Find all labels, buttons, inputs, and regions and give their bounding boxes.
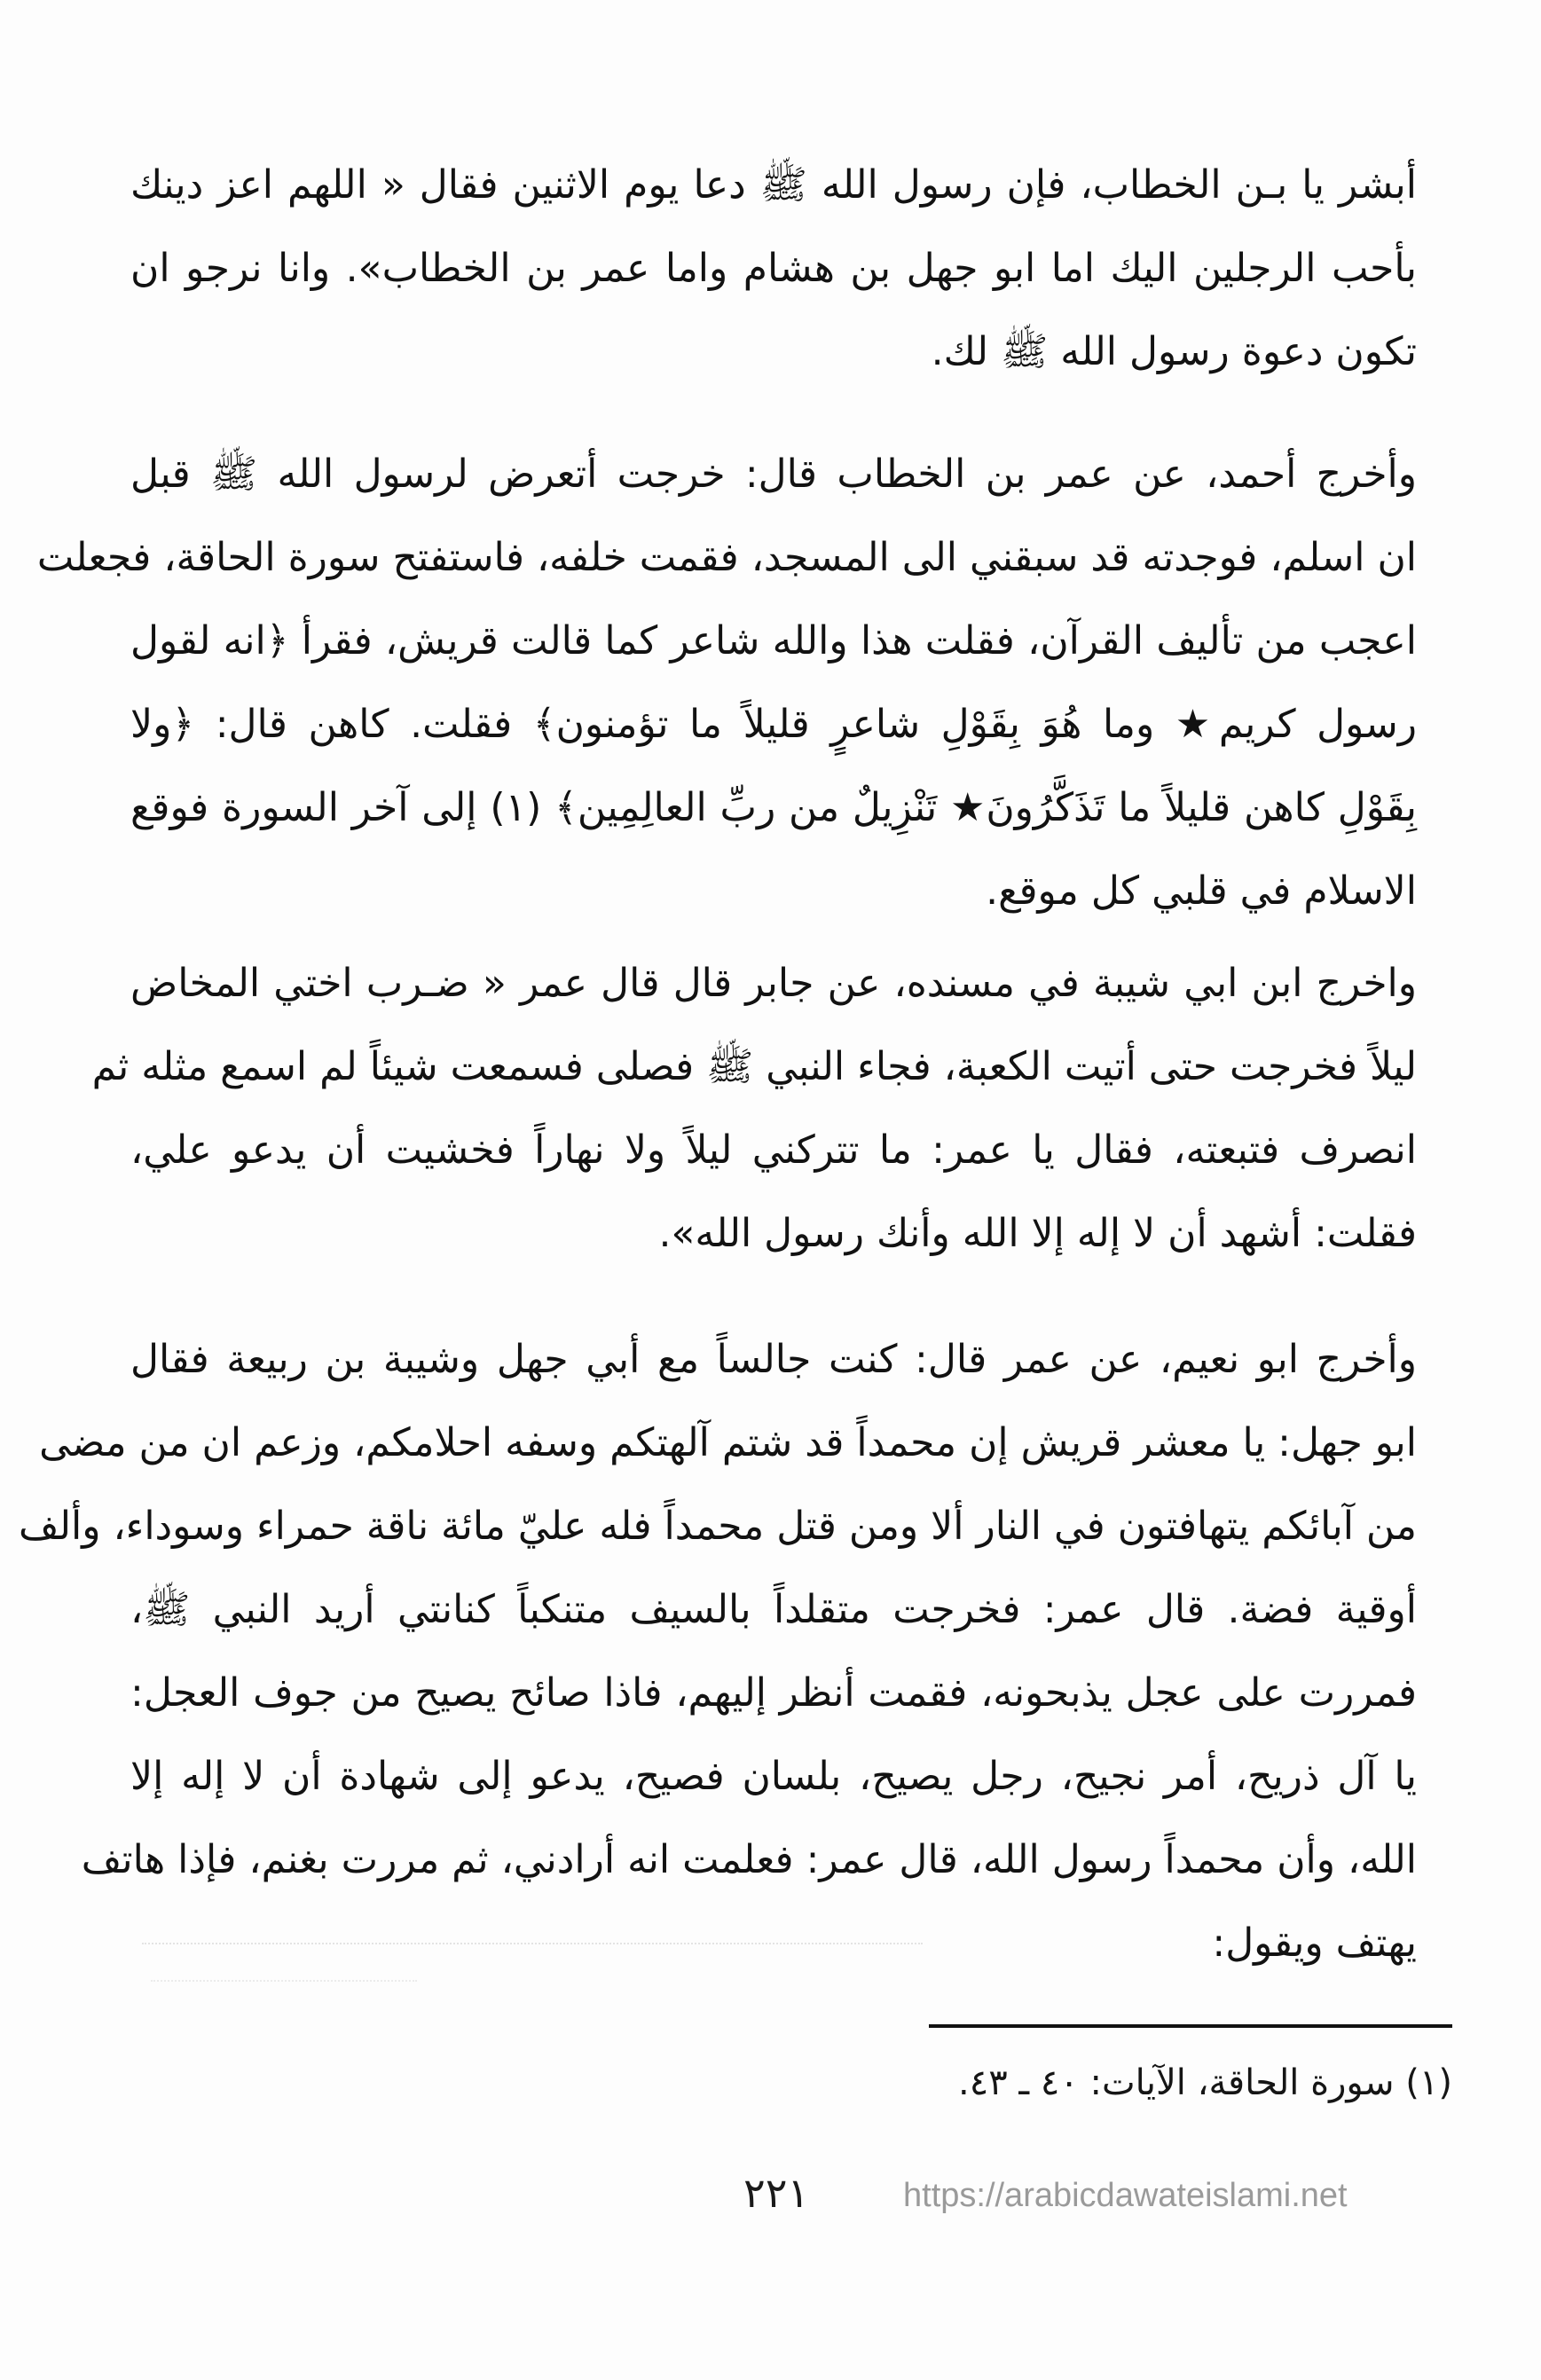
scan-artifact bbox=[142, 1943, 923, 1948]
watermark-url[interactable]: https://arabicdawateislami.net bbox=[903, 2177, 1348, 2214]
text-line: أبشر يا بـن الخطاب، فإن رسول الله ﷺ دعا يوم الاثنين فقال « اللهم اعز دينك bbox=[130, 162, 1417, 208]
page-number: ٢٢١ bbox=[743, 2169, 810, 2217]
scan-artifact bbox=[151, 1980, 417, 1985]
paragraph-2 bbox=[36, 433, 1417, 933]
paragraph-4 bbox=[19, 1318, 1417, 1985]
text-line: اعجب من تأليف القرآن، فقلت هذا والله شاعر كما قالت قريش، فقرأ ﴿انه لقول bbox=[130, 618, 1417, 664]
text-line: الله، وأن محمداً رسول الله، قال عمر: فعلمت انه أرادني، ثم مررت بغنم، فإذا هاتف bbox=[81, 1837, 1417, 1882]
paragraph-3 bbox=[91, 942, 1417, 1276]
text-line: ليلاً فخرجت حتى أتيت الكعبة، فجاء النبي ﷺ فصلى فسمعت شيئاً لم اسمع مثله ثم bbox=[91, 1044, 1417, 1089]
text-line: فقلت: أشهد أن لا إله إلا الله وأنك رسول الله». bbox=[658, 1211, 1417, 1256]
text-line: بِقَوْلِ كاهن قليلاً ما تَذَكَّرُونَ★ تَنْزِيلٌ من ربِّ العالِمِين﴾ (١) إلى آخر السورة فوقع bbox=[130, 785, 1417, 830]
footnote-divider bbox=[929, 2024, 1452, 2028]
text-line: ان اسلم، فوجدته قد سبقني الى المسجد، فقمت خلفه، فاستفتح سورة الحاقة، فجعلت bbox=[36, 535, 1417, 580]
text-line: أوقية فضة. قال عمر: فخرجت متقلداً بالسيف متنكباً كنانتي أريد النبي ﷺ، bbox=[130, 1587, 1417, 1632]
text-line: وأخرج ابو نعيم، عن عمر قال: كنت جالساً مع أبي جهل وشيبة بن ربيعة فقال bbox=[130, 1337, 1417, 1382]
text-line: رسول كريم★ وما هُوَ بِقَوْلِ شاعرٍ قليلاً ما تؤمنون﴾ فقلت. كاهن قال: ﴿ولا bbox=[130, 702, 1417, 747]
text-line: يا آل ذريح، أمر نجيح، رجل يصيح، بلسان فصيح، يدعو إلى شهادة أن لا إله إلا bbox=[130, 1754, 1417, 1799]
text-line: من آبائكم يتهافتون في النار ألا ومن قتل محمداً فله عليّ مائة ناقة حمراء وسوداء، وألف bbox=[19, 1504, 1417, 1549]
paragraph-1 bbox=[130, 144, 1417, 394]
text-line: الاسلام في قلبي كل موقع. bbox=[986, 868, 1417, 914]
text-line: بأحب الرجلين اليك اما ابو جهل بن هشام واما عمر بن الخطاب». وانا نرجو ان bbox=[130, 246, 1417, 291]
text-line: ابو جهل: يا معشر قريش إن محمداً قد شتم آلهتكم وسفه احلامكم، وزعم ان من مضى bbox=[39, 1420, 1417, 1465]
text-line: فمررت على عجل يذبحونه، فقمت أنظر إليهم، فاذا صائح يصيح من جوف العجل: bbox=[130, 1670, 1417, 1716]
text-line: انصرف فتبعته، فقال يا عمر: ما تتركني ليلاً ولا نهاراً فخشيت أن يدعو علي، bbox=[130, 1127, 1417, 1173]
text-line: تكون دعوة رسول الله ﷺ لك. bbox=[931, 329, 1417, 374]
footnote: (١) سورة الحاقة، الآيات: ٤٠ ـ ٤٣. bbox=[958, 2062, 1452, 2103]
text-line: يهتف ويقول: bbox=[1212, 1920, 1417, 1966]
text-line: واخرج ابن ابي شيبة في مسنده، عن جابر قال قال عمر « ضـرب اختي المخاض bbox=[130, 961, 1417, 1006]
text-line: وأخرج أحمد، عن عمر بن الخطاب قال: خرجت أتعرض لرسول الله ﷺ قبل bbox=[130, 452, 1417, 497]
